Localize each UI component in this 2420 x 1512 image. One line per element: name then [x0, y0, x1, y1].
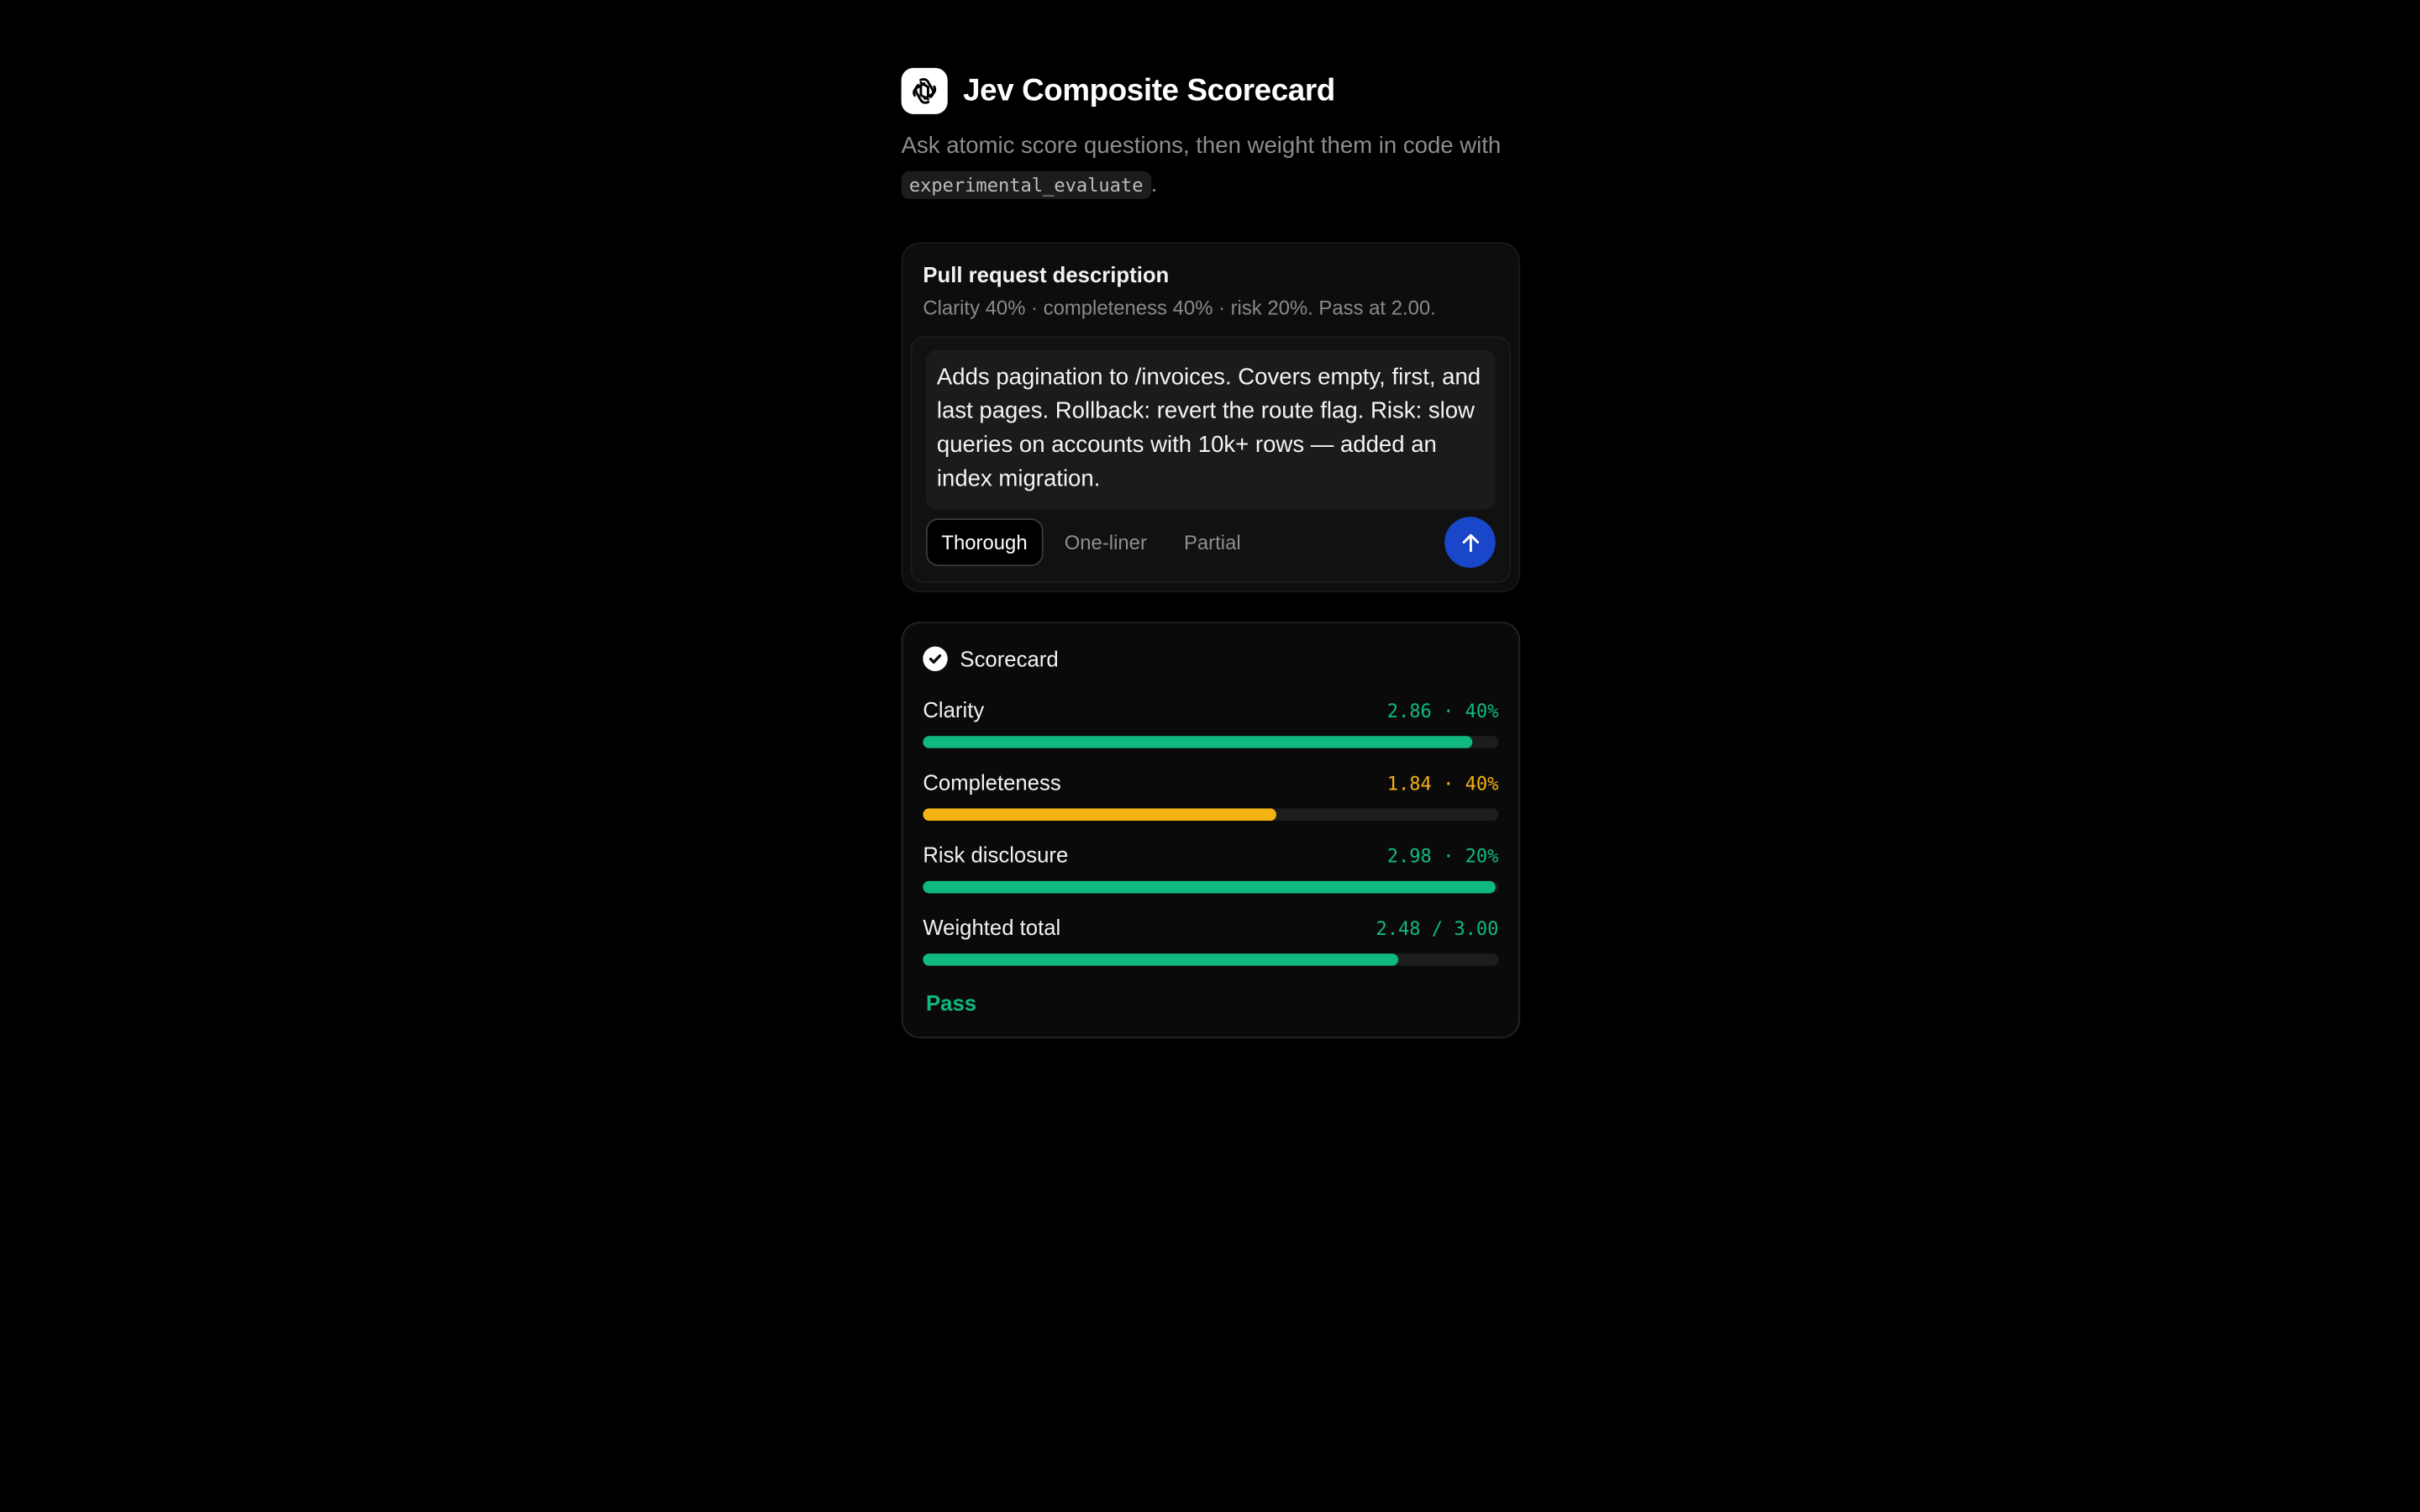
metric-completeness — [923, 770, 1498, 822]
scorecard-panel — [902, 622, 1521, 1038]
metric-track — [923, 736, 1498, 748]
description-textarea[interactable]: Adds pagination to /invoices. Covers empty, first, and last pages. Rollback: revert the route flag. Risk: slow queries on accounts with 10k+ rows — added an index migration. — [926, 350, 1496, 509]
send-button[interactable] — [1444, 517, 1496, 568]
total-bar — [923, 953, 1398, 966]
card-description: Clarity 40% · completeness 40% · risk 20%. Pass at 2.00. — [923, 296, 1436, 320]
metric-label: Clarity — [923, 697, 985, 722]
subtitle-text: Ask atomic score questions, then weight them in code with — [901, 132, 1502, 160]
scorecard-header — [923, 645, 1498, 673]
metric-bar — [923, 808, 1276, 821]
composer-toolbar — [926, 517, 1496, 568]
card-title: Pull request description — [923, 262, 1170, 287]
metric-label: Risk disclosure — [923, 842, 1069, 868]
metric-weighted-total — [923, 915, 1498, 966]
preset-partial-button[interactable]: Partial — [1183, 530, 1241, 554]
main-column — [902, 68, 1521, 1038]
input-card — [902, 242, 1521, 592]
arrow-up-icon — [1460, 532, 1481, 554]
metric-clarity — [923, 697, 1498, 748]
total-value: 2.48 / 3.00 — [1376, 917, 1499, 940]
metric-value: 1.84 · 40% — [1386, 773, 1499, 795]
total-track — [923, 953, 1498, 966]
metric-bar — [923, 736, 1471, 748]
metric-track — [923, 808, 1498, 821]
page-subtitle — [902, 127, 1521, 206]
verdict-label: Pass — [926, 990, 977, 1016]
page-title: Jev Composite Scorecard — [963, 73, 1335, 108]
metric-bar — [923, 881, 1494, 894]
metric-track — [923, 881, 1498, 894]
subtitle-code: experimental_evaluate — [902, 171, 1151, 199]
subtitle-period: . — [1150, 171, 1158, 198]
metric-risk-disclosure — [923, 843, 1498, 894]
check-circle-icon — [923, 647, 947, 671]
metric-value: 2.98 · 20% — [1386, 845, 1499, 868]
scorecard-title: Scorecard — [960, 646, 1059, 671]
app-header — [902, 68, 1521, 114]
metric-value: 2.86 · 40% — [1386, 700, 1499, 722]
total-label: Weighted total — [923, 915, 1061, 940]
metric-label: Completeness — [923, 769, 1061, 795]
prompt-composer — [911, 336, 1511, 583]
preset-thorough-button[interactable]: Thorough — [926, 518, 1043, 566]
openai-logo-icon — [902, 68, 948, 114]
preset-one-liner-button[interactable]: One-liner — [1064, 530, 1147, 554]
